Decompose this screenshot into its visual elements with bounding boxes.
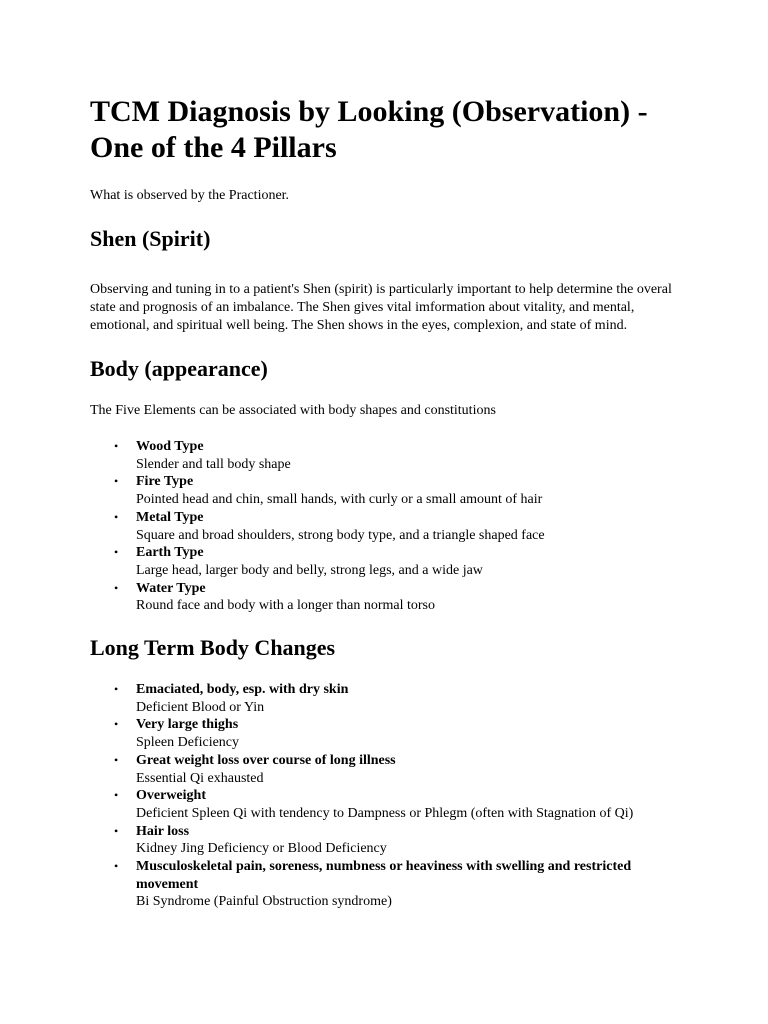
bullet-icon: • [114,752,119,767]
bullet-icon: • [114,580,119,595]
bullet-icon: • [114,859,119,874]
bullet-icon: • [114,682,119,697]
body-types-list [90,438,678,615]
bullet-icon: • [114,439,119,453]
list-item-desc: Bi Syndrome (Painful Obstruction syndrome) [136,894,392,910]
bullet-icon: • [114,788,119,803]
bullet-icon: • [114,545,119,560]
list-item-term: Musculoskeletal pain, soreness, numbness or heaviness with swelling and restricted movement [136,859,632,892]
long-term-heading: Long Term Body Changes [90,635,336,661]
body-heading: Body (appearance) [90,356,268,381]
list-item-desc: Pointed head and chin, small hands, with curly or a small amount of hair [136,492,543,508]
list-item-term: Overweight [136,788,206,804]
list-item [114,823,678,858]
bullet-icon: • [114,474,119,489]
list-item-desc: Deficient Spleen Qi with tendency to Dampness or Phlegm (often with Stagnation of Qi) [136,805,634,821]
shen-heading: Shen (Spirit) [90,226,211,251]
list-item [114,438,678,473]
list-item [114,752,678,787]
list-item [114,544,678,579]
page-title: TCM Diagnosis by Looking (Observation) - One of the 4 Pillars [90,95,648,164]
list-item-term: Metal Type [136,509,204,525]
list-item-desc: Kidney Jing Deficiency or Blood Deficiency [136,841,387,857]
bullet-icon: • [114,717,119,732]
list-item [114,580,678,615]
bullet-icon: • [114,509,119,524]
list-item-desc: Round face and body with a longer than normal torso [136,598,435,614]
list-item-term: Earth Type [136,545,204,561]
list-item-desc: Large head, larger body and belly, strong legs, and a wide jaw [136,562,483,578]
list-item-desc: Essential Qi exhausted [136,770,264,786]
list-item [114,473,678,508]
list-item-desc: Slender and tall body shape [136,456,291,472]
list-item-term: Water Type [136,580,206,596]
list-item-term: Great weight loss over course of long illness [136,752,396,768]
shen-paragraph: Observing and tuning in to a patient's Shen (spirit) is particularly important to help determine the overal state and prognosis of an imbalance. The Shen gives vital imformation about vitality, and mental, emotional, and spiritual well being. The Shen shows in the eyes, complexion, and state of mind. [90,282,672,333]
list-item [114,716,678,751]
list-item-desc: Square and broad shoulders, strong body type, and a triangle shaped face [136,527,545,543]
list-item-desc: Spleen Deficiency [136,735,240,751]
list-item [114,787,678,822]
list-item [114,681,678,716]
body-paragraph: The Five Elements can be associated with body shapes and constitutions [90,403,496,418]
list-item-term: Emaciated, body, esp. with dry skin [136,682,349,698]
intro-text: What is observed by the Practioner. [90,188,290,203]
list-item-term: Hair loss [136,823,190,839]
long-term-changes-list [90,681,678,911]
list-item-desc: Deficient Blood or Yin [136,699,265,715]
list-item [114,509,678,544]
list-item-term: Very large thighs [136,717,239,733]
list-item [114,858,678,911]
list-item-term: Fire Type [136,474,194,490]
list-item-term: Wood Type [136,439,204,454]
bullet-icon: • [114,823,119,838]
